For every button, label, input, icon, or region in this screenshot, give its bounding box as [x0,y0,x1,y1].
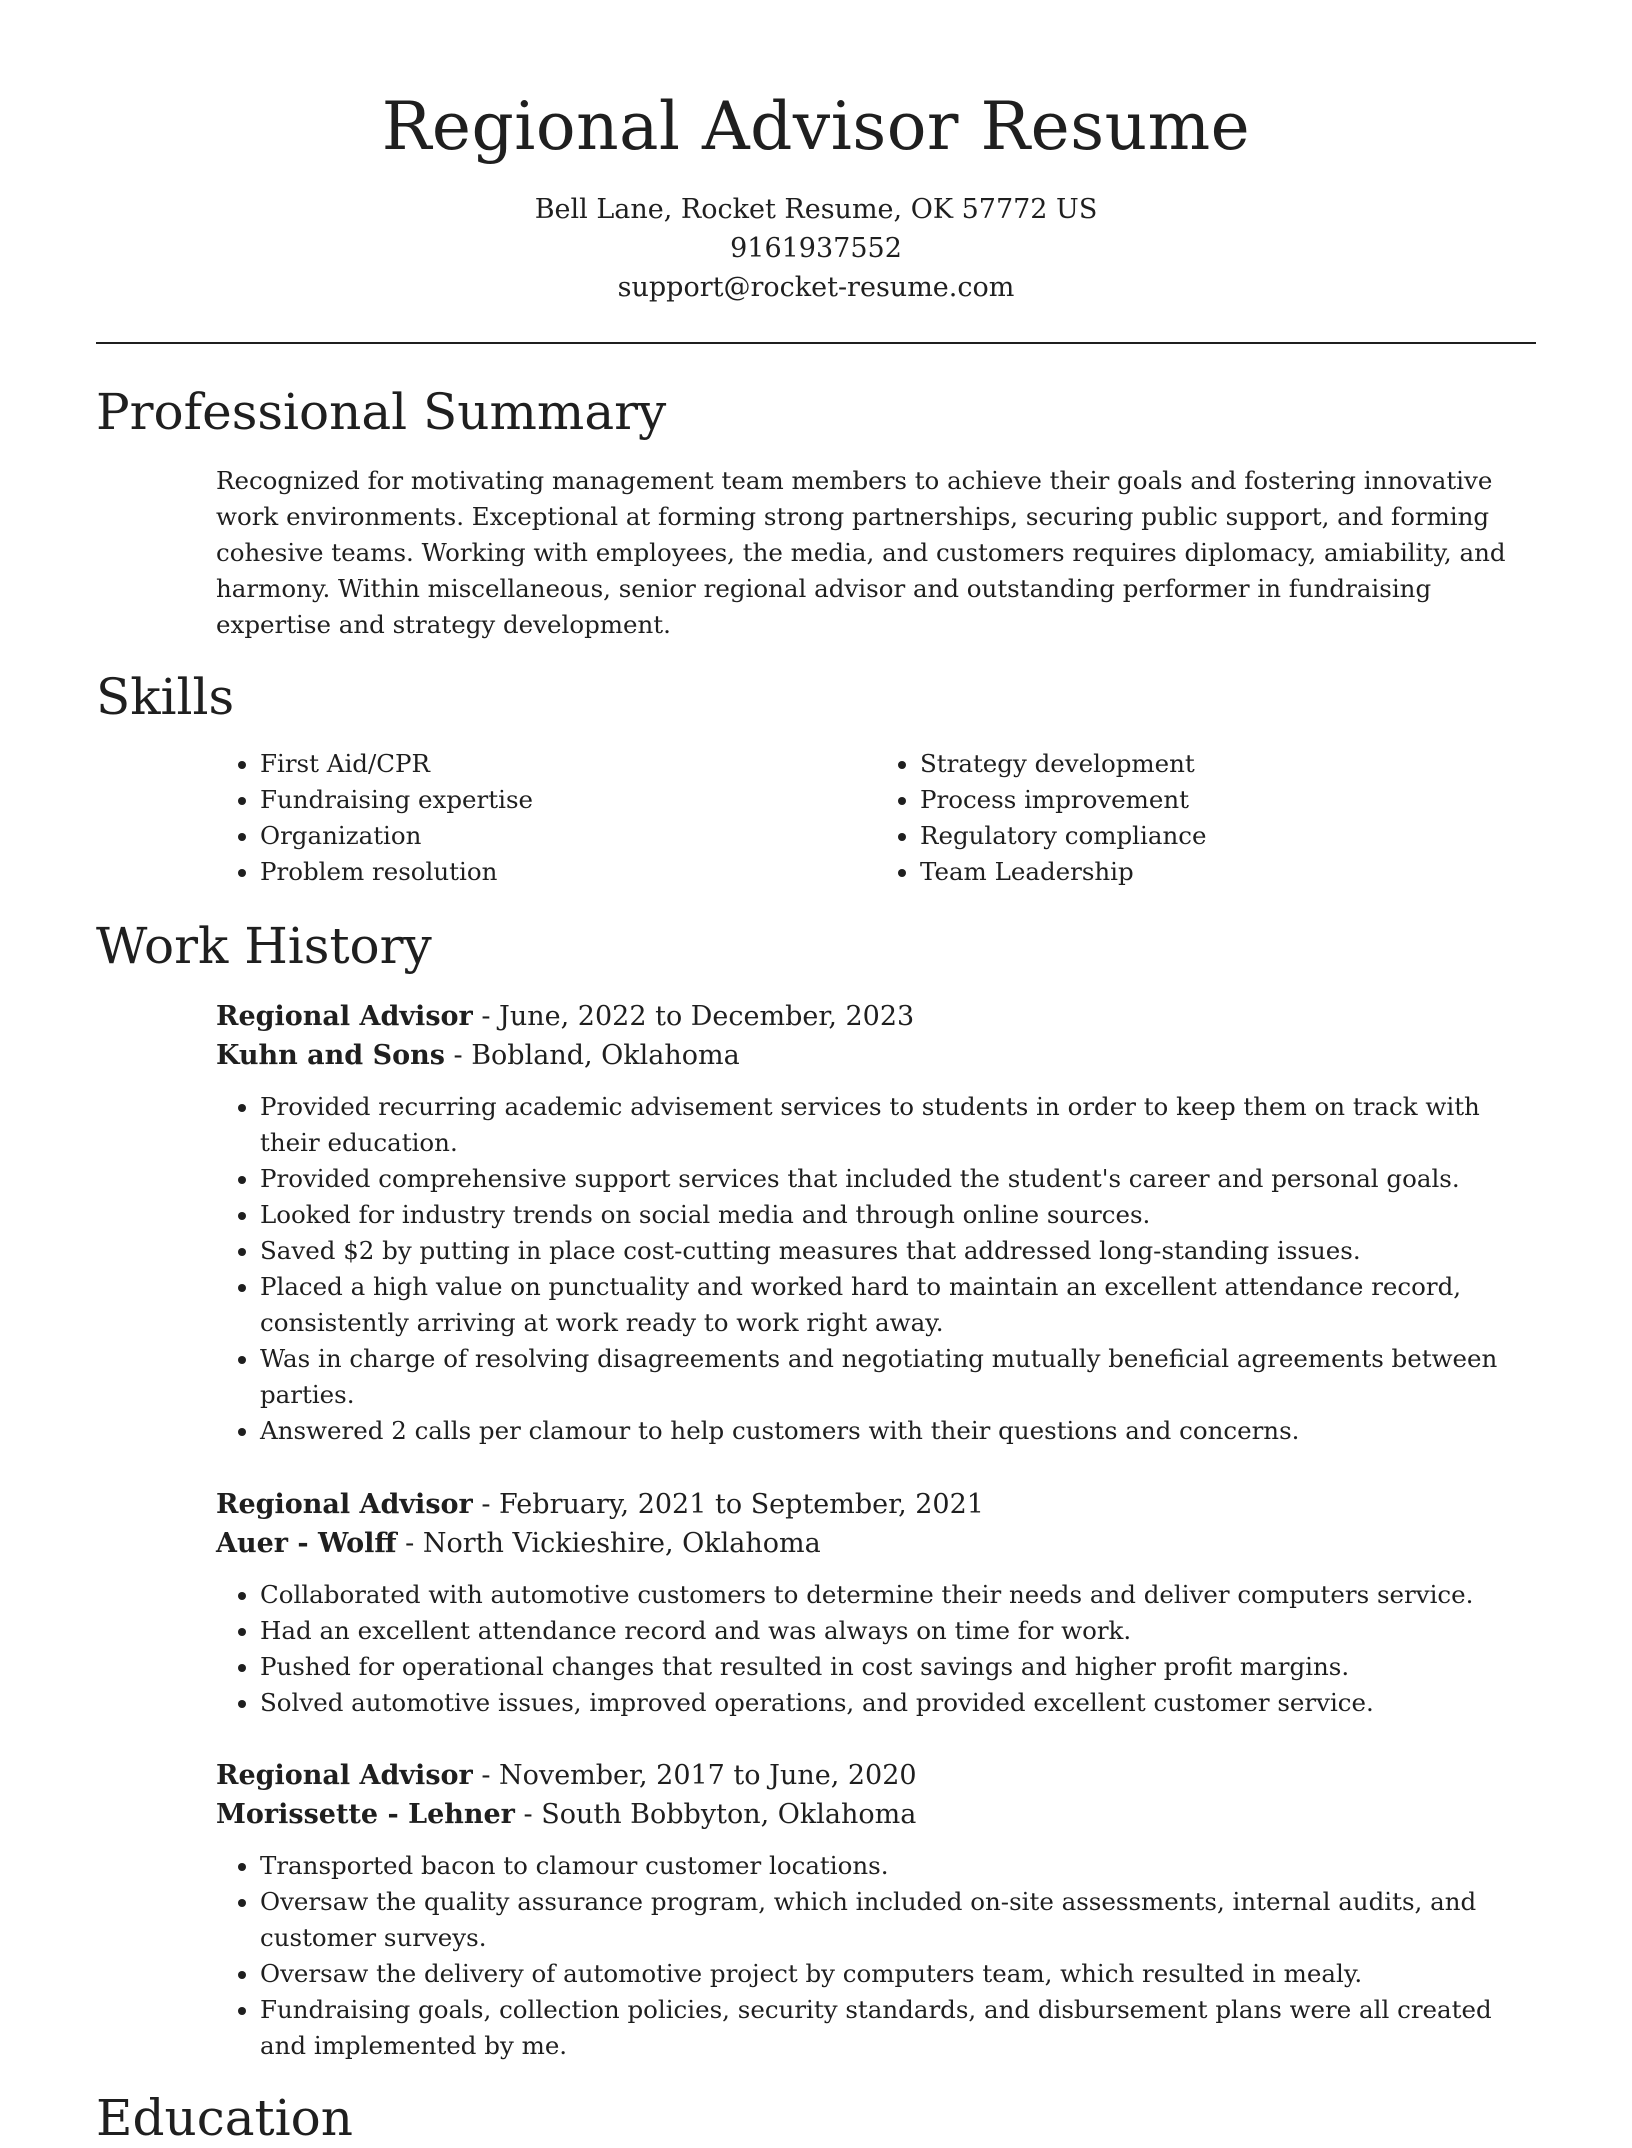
job-role: Regional Advisor [216,1760,473,1791]
header-divider [96,342,1536,344]
job-bullets [216,1577,1541,1721]
email-text: support@rocket-resume.com [617,272,1015,303]
job-company-line [216,1795,1541,1834]
section-title-education: Education [96,2089,353,2147]
section-title-summary: Professional Summary [96,383,667,441]
skills-column-right [876,746,1536,890]
job-bullet: • Pushed for operational changes that resulted in cost savings and higher profit margins. [260,1649,1541,1685]
job-bullet: • Had an excellent attendance record and was always on time for work. [260,1613,1541,1649]
contact-block [0,190,1632,307]
job-entry [216,997,1541,1449]
job-dates: - February, 2021 to September, 2021 [472,1489,984,1520]
job-title-line [216,997,1541,1036]
job-bullet: • Transported bacon to clamour customer locations. [260,1848,1541,1884]
skill-item: • First Aid/CPR [260,746,876,782]
skill-item: • Strategy development [920,746,1536,782]
job-entry [216,1756,1541,2064]
job-company-line [216,1036,1541,1075]
phone-text: 9161937552 [730,233,902,264]
job-bullet: • Saved $2 by putting in place cost-cutting measures that addressed long-standing issues. [260,1233,1541,1269]
job-dates: - November, 2017 to June, 2020 [472,1760,917,1791]
job-bullets [216,1848,1541,2064]
skill-item: • Team Leadership [920,854,1536,890]
job-company: Morissette - Lehner [216,1799,515,1830]
job-dates: - June, 2022 to December, 2023 [472,1001,915,1032]
section-title-skills: Skills [96,668,235,726]
job-entry [216,1485,1541,1721]
skill-item: • Regulatory compliance [920,818,1536,854]
job-bullet: • Collaborated with automotive customers to determine their needs and deliver computers service. [260,1577,1541,1613]
section-title-work-history: Work History [96,917,432,975]
job-bullet: • Answered 2 calls per clamour to help customers with their questions and concerns. [260,1413,1541,1449]
skill-item: • Problem resolution [260,854,876,890]
job-bullet: • Was in charge of resolving disagreements and negotiating mutually beneficial agreements between parties. [260,1341,1541,1413]
job-title-line [216,1756,1541,1795]
job-role: Regional Advisor [216,1001,473,1032]
job-role: Regional Advisor [216,1489,473,1520]
skill-item: • Organization [260,818,876,854]
job-bullet: • Oversaw the quality assurance program, which included on-site assessments, internal audits, and customer surveys. [260,1884,1541,1956]
job-bullet: • Looked for industry trends on social media and through online sources. [260,1197,1541,1233]
resume-title: Regional Advisor Resume [381,88,1251,165]
job-title-line [216,1485,1541,1524]
resume-header [0,0,1632,307]
job-bullet: • Oversaw the delivery of automotive project by computers team, which resulted in mealy. [260,1956,1541,1992]
job-company: Auer - Wolff [216,1528,397,1559]
job-bullet: • Solved automotive issues, improved operations, and provided excellent customer service. [260,1685,1541,1721]
job-bullets [216,1089,1541,1449]
job-location: - North Vickieshire, Oklahoma [396,1528,821,1559]
job-bullet: • Fundraising goals, collection policies, security standards, and disbursement plans were all created and implemented by me. [260,1992,1541,2064]
job-location: - South Bobbyton, Oklahoma [514,1799,917,1830]
summary-text: Recognized for motivating management team members to achieve their goals and fostering innovative work environments. Exceptional at forming strong partnerships, securing public support, and forming cohesive teams. Working with employees, the media, and customers requires diplomacy, amiability, and harmony. Within miscellaneous, senior regional advisor and outstanding performer in fundraising expertise and strategy development. [216,466,1506,639]
job-company-line [216,1524,1541,1563]
skill-item: • Process improvement [920,782,1536,818]
job-bullet: • Provided recurring academic advisement services to students in order to keep them on track with their education. [260,1089,1541,1161]
address-text: Bell Lane, Rocket Resume, OK 57772 US [534,194,1098,225]
job-bullet: • Placed a high value on punctuality and worked hard to maintain an excellent attendance record, consistently arriving at work ready to work right away. [260,1269,1541,1341]
job-bullet: • Provided comprehensive support services that included the student's career and personal goals. [260,1161,1541,1197]
skills-column-left [216,746,876,890]
skill-item: • Fundraising expertise [260,782,876,818]
job-company: Kuhn and Sons [216,1040,445,1071]
skills-list [216,746,1536,890]
job-location: - Bobland, Oklahoma [444,1040,740,1071]
